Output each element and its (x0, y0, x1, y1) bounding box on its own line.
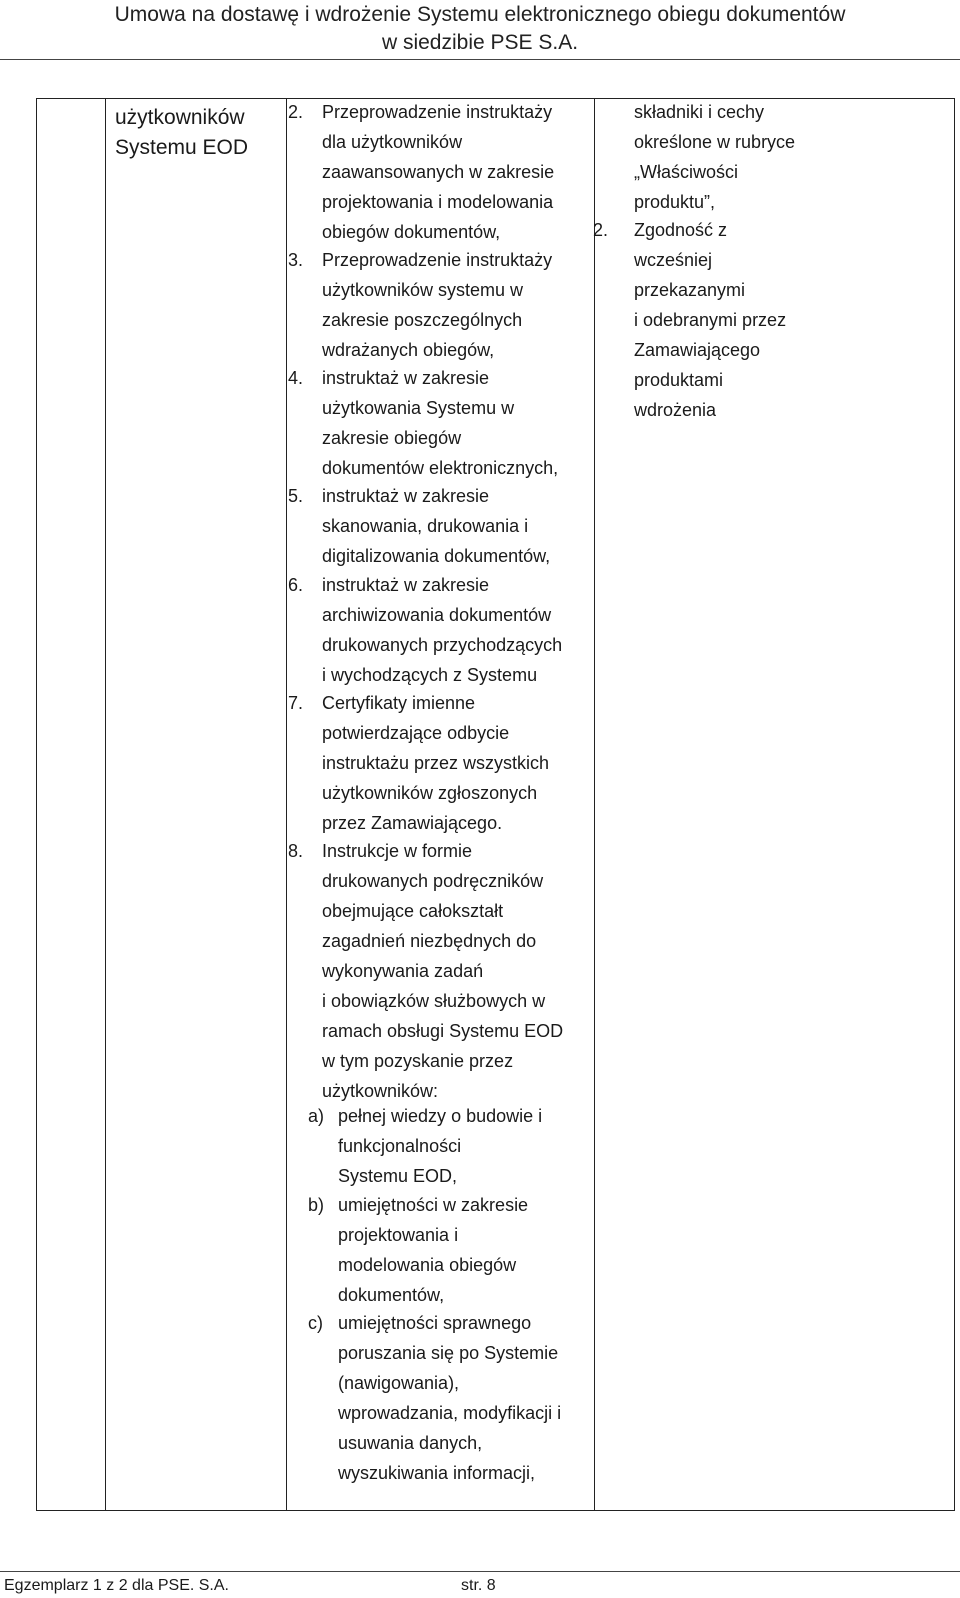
sub-list-item-letter: c) (308, 1313, 323, 1333)
list-item-text: instruktaż w zakresie archiwizowania dokumentów drukowanych przychodzących i wychodzących z Systemu (322, 575, 563, 685)
header-title-line2: w siedzibie PSE S.A. (381, 31, 579, 54)
criteria-item-text: Zgodność z wcześniej przekazanymi i odebranymi przez Zamawiającego produktami wdrożenia (634, 220, 787, 420)
table-column-divider (594, 99, 595, 1510)
list-item-number: 3. (288, 250, 304, 270)
list-item-text: Przeprowadzenie instruktaży dla użytkowników zaawansowanych w zakresie projektowania i modelowania obiegów dokumentów, (322, 102, 555, 242)
list-item-text: instruktaż w zakresie użytkowania Systemu w zakresie obiegów dokumentów elektronicznych, (322, 368, 559, 478)
footer-page-number: str. 8 (461, 1577, 496, 1594)
list-item-number: 8. (288, 841, 304, 861)
page-footer (0, 1571, 960, 1598)
list-item-number: 6. (288, 575, 304, 595)
header-title-line1: Umowa na dostawę i wdrożenie Systemu elektronicznego obiegu dokumentów (114, 3, 846, 26)
list-item-number: 7. (288, 693, 304, 713)
sub-list-item-text: pełnej wiedzy o budowie i funkcjonalności Systemu EOD, (338, 1106, 543, 1186)
list-item-number: 2. (288, 102, 304, 122)
footer-copy-label: Egzemplarz 1 z 2 dla PSE. S.A. (4, 1577, 229, 1594)
sub-list-item-letter: a) (308, 1106, 325, 1126)
sub-list-item-text: umiejętności sprawnego poruszania się po Systemie (nawigowania), wprowadzania, modyfikacji i usuwania danych, wyszukiwania informacji, (338, 1313, 562, 1483)
sub-list-item-letter: b) (308, 1195, 325, 1215)
sub-list-item-text: umiejętności w zakresie projektowania i modelowania obiegów dokumentów, (338, 1195, 529, 1305)
list-item-number: 5. (288, 486, 304, 506)
list-item-text: Certyfikaty imienne potwierdzające odbycie instruktażu przez wszystkich użytkowników zgłoszonych przez Zamawiającego. (322, 693, 550, 833)
list-item-number: 4. (288, 368, 304, 388)
criteria-item-number: 2. (593, 220, 609, 240)
criteria-item-text: składniki i cechy określone w rubryce „Właściwości produktu”, (634, 102, 796, 212)
list-item-text: Instrukcje w formie drukowanych podręczników obejmujące całokształt zagadnień niezbędnych do wykonywania zadań i obowiązków służbowych w ramach obsługi Systemu EOD w tym pozyskanie przez użytkowników: (322, 841, 564, 1101)
table-cell-category: użytkowników Systemu EOD (115, 106, 249, 159)
header-divider (0, 59, 960, 60)
table-column-divider (286, 99, 287, 1510)
list-item-text: Przeprowadzenie instruktaży użytkowników systemu w zakresie poszczególnych wdrażanych obiegów, (322, 250, 553, 360)
list-item-text: instruktaż w zakresie skanowania, drukowania i digitalizowania dokumentów, (322, 486, 551, 566)
table-column-divider (105, 99, 106, 1510)
